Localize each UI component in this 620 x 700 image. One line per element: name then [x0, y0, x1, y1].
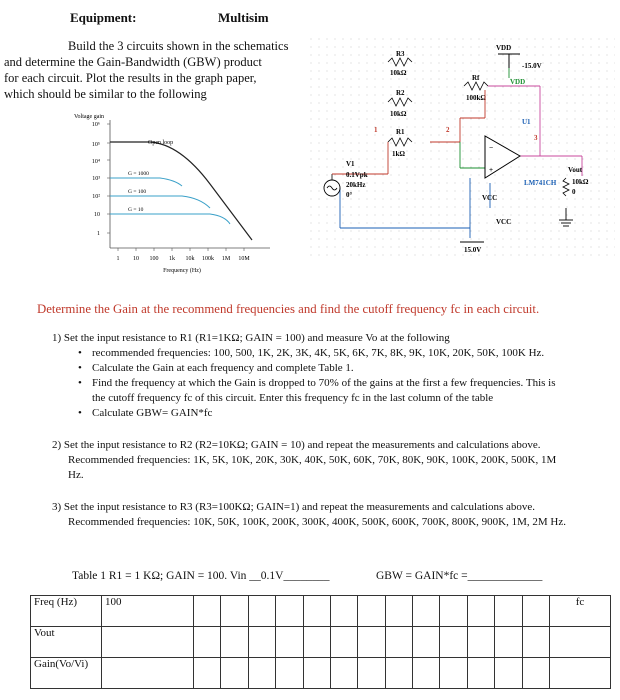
- graph-xtitle: Frequency (Hz): [163, 268, 201, 274]
- vcc-value: 15.0V: [464, 246, 482, 254]
- y-tick-label: 10⁶: [91, 122, 100, 128]
- y-tick-label: 10: [94, 212, 100, 218]
- vcc-label-2: VCC: [496, 218, 512, 226]
- opamp-plus: +: [489, 167, 494, 174]
- vout-label: Vout: [568, 166, 583, 174]
- y-tick-label: 10⁴: [91, 159, 100, 165]
- x-tick-label: 1k: [169, 256, 175, 262]
- step-3-frequencies: Recommended frequencies: 10K, 50K, 100K, 200K, 300K, 400K, 500K, 600K, 700K, 800K, 900K, 1M, 2M Hz.: [68, 516, 566, 528]
- table-row-gain: [31, 658, 611, 689]
- table-cell[interactable]: [358, 658, 385, 689]
- schematic-grid: [310, 38, 615, 260]
- node-1-label: 1: [374, 126, 378, 134]
- table-cell[interactable]: [495, 627, 522, 658]
- table-cell[interactable]: [303, 596, 330, 627]
- vdd-label: VDD: [496, 44, 512, 52]
- g1000-label: G = 1000: [128, 171, 149, 177]
- table-cell[interactable]: [413, 658, 440, 689]
- step-1-bullet-continuation: the cutoff frequency fc of this circuit. Enter this frequency fc in the last column of the table: [92, 392, 494, 404]
- x-tick-label: 100k: [202, 256, 214, 262]
- x-tick-label: 1M: [221, 256, 231, 262]
- step-1-bullet: • Calculate the Gain at each frequency and complete Table 1.: [78, 362, 354, 374]
- table-row-vout: [31, 627, 611, 658]
- y-tick-label: 10⁵: [91, 142, 100, 148]
- node-2-label: 2: [446, 126, 450, 134]
- r1-value: 1kΩ: [392, 150, 405, 158]
- table-cell[interactable]: [358, 627, 385, 658]
- opamp-minus: −: [489, 145, 494, 152]
- r3-label: R3: [396, 50, 405, 58]
- intro-line: Build the 3 circuits shown in the schematics: [68, 39, 289, 53]
- table-cell[interactable]: [413, 627, 440, 658]
- v1-label: V1: [346, 160, 355, 168]
- step-1-text: 1) Set the input resistance to R1 (R1=1KΩ; GAIN = 100) and measure Vo at the following: [52, 332, 450, 344]
- table-cell[interactable]: [385, 658, 412, 689]
- x-tick-label: 100: [149, 256, 159, 262]
- table-cell[interactable]: 100: [102, 596, 194, 627]
- table-cell[interactable]: [330, 596, 357, 627]
- r3-value: 10kΩ: [390, 69, 407, 77]
- vdd-right-label: VDD: [510, 78, 526, 86]
- table-cell[interactable]: [193, 658, 220, 689]
- table-cell[interactable]: [522, 627, 549, 658]
- table-cell[interactable]: [102, 627, 194, 658]
- table-cell[interactable]: [522, 658, 549, 689]
- node-0-label: 0: [572, 188, 576, 196]
- g100-curve: [110, 196, 210, 208]
- table-cell[interactable]: [440, 627, 467, 658]
- intro-paragraph: [4, 38, 304, 102]
- vcc-label-1: VCC: [482, 194, 498, 202]
- r1-label: R1: [396, 128, 405, 136]
- g10-curve: [110, 214, 230, 224]
- load-value: 10kΩ: [572, 178, 589, 186]
- table-cell[interactable]: [221, 627, 248, 658]
- table-cell[interactable]: [495, 596, 522, 627]
- opamp-schematic: [310, 38, 615, 260]
- step-2-frequencies-end: Hz.: [68, 469, 84, 481]
- node-3-label: 3: [534, 134, 538, 142]
- table-cell[interactable]: [276, 596, 303, 627]
- vout-header: Vout: [31, 627, 102, 658]
- table-cell[interactable]: [440, 658, 467, 689]
- table-cell[interactable]: [467, 658, 494, 689]
- gbw-formula: GBW = GAIN*fc =_____________: [376, 570, 543, 582]
- table-cell[interactable]: [193, 596, 220, 627]
- table-cell[interactable]: [248, 596, 275, 627]
- x-tick-label: 10M: [238, 256, 250, 262]
- step-3-text: 3) Set the input resistance to R3 (R3=100KΩ; GAIN=1) and repeat the measurements and calculations above.: [52, 501, 536, 513]
- table-cell[interactable]: [467, 596, 494, 627]
- x-tick-label: 10k: [185, 256, 195, 262]
- table-cell[interactable]: [102, 658, 194, 689]
- step-1-bullet: • Calculate GBW= GAIN*fc: [78, 407, 213, 419]
- g100-label: G = 100: [128, 189, 147, 195]
- table-cell[interactable]: [221, 658, 248, 689]
- fc-header: fc: [550, 596, 611, 627]
- section-heading: Determine the Gain at the recommend frequencies and find the cutoff frequency fc in each circuit.: [37, 302, 540, 316]
- equipment-label: Equipment:: [70, 10, 137, 25]
- table-cell[interactable]: [550, 627, 611, 658]
- bullet-text: Find the frequency at which the Gain is dropped to 70% of the gains at the first a few frequencies. This is: [92, 377, 556, 389]
- y-tick-label: 10³: [92, 176, 100, 182]
- table-cell[interactable]: [276, 627, 303, 658]
- x-tick-label: 10: [133, 256, 139, 262]
- table-cell[interactable]: [385, 627, 412, 658]
- intro-line: which should be similar to the following: [4, 87, 207, 101]
- r2-label: R2: [396, 89, 405, 97]
- bullet-text: Calculate the Gain at each frequency and complete Table 1.: [92, 362, 354, 374]
- table-cell[interactable]: [248, 627, 275, 658]
- table-row-freq: [31, 596, 611, 627]
- step-2-text: 2) Set the input resistance to R2 (R2=10KΩ; GAIN = 10) and repeat the measurements and calculations above.: [52, 439, 541, 451]
- bullet-text: Calculate GBW= GAIN*fc: [92, 407, 213, 419]
- table-cell[interactable]: [330, 658, 357, 689]
- opamp-part-label: LM741CH: [524, 179, 557, 187]
- table-cell[interactable]: [358, 596, 385, 627]
- rf-value: 100kΩ: [466, 94, 486, 102]
- vdd-value: -15.0V: [522, 62, 542, 70]
- table-cell[interactable]: [413, 596, 440, 627]
- intro-line: for each circuit. Plot the results in the graph paper,: [4, 71, 257, 85]
- g1000-curve: [110, 178, 182, 186]
- intro-line: and determine the Gain-Bandwidth (GBW) product: [4, 55, 262, 69]
- step-2-frequencies: Recommended frequencies: 1K, 5K, 10K, 20K, 30K, 40K, 50K, 60K, 70K, 80K, 90K, 100K, 200K, 500K, 1M: [68, 454, 557, 466]
- u1-label: U1: [522, 118, 531, 126]
- table-cell[interactable]: [495, 658, 522, 689]
- v1-amplitude: 0.1Vpk: [346, 171, 368, 179]
- table-cell[interactable]: [276, 658, 303, 689]
- table-cell[interactable]: [330, 627, 357, 658]
- open-loop-label: Open loop: [148, 140, 174, 146]
- table-cell[interactable]: [221, 596, 248, 627]
- gain-header: Gain(Vo/Vi): [31, 658, 102, 689]
- freq-header: Freq (Hz): [31, 596, 102, 627]
- y-tick-label: 1: [97, 231, 100, 237]
- step-1-bullet: • recommended frequencies: 100, 500, 1K, 2K, 3K, 4K, 5K, 6K, 7K, 8K, 9K, 10K, 20K, 50K, 100K Hz.: [78, 347, 545, 359]
- table-cell[interactable]: [440, 596, 467, 627]
- rf-label: Rf: [472, 74, 480, 82]
- software-label: Multisim: [218, 10, 269, 25]
- step-1-bullet: • Find the frequency at which the Gain is dropped to 70% of the gains at the first a few frequencies. This is: [78, 377, 556, 389]
- table-caption: Table 1 R1 = 1 KΩ; GAIN = 100. Vin __0.1V________: [72, 570, 330, 582]
- table-cell[interactable]: [385, 596, 412, 627]
- table-cell[interactable]: [550, 658, 611, 689]
- gain-bandwidth-graph: [70, 108, 310, 280]
- table-cell[interactable]: [467, 627, 494, 658]
- y-tick-label: 10²: [92, 194, 100, 200]
- table-cell[interactable]: [303, 658, 330, 689]
- r2-value: 10kΩ: [390, 110, 407, 118]
- v1-phase: 0°: [346, 191, 353, 199]
- graph-ylabel: Voltage gain: [74, 114, 105, 120]
- v1-frequency: 20kHz: [346, 181, 366, 189]
- table-cell[interactable]: [522, 596, 549, 627]
- table-cell[interactable]: [193, 627, 220, 658]
- x-tick-label: 1: [116, 256, 120, 262]
- g10-label: G = 10: [128, 207, 144, 213]
- table-cell[interactable]: [248, 658, 275, 689]
- table-cell[interactable]: [303, 627, 330, 658]
- bullet-text: recommended frequencies: 100, 500, 1K, 2K, 3K, 4K, 5K, 6K, 7K, 8K, 9K, 10K, 20K, 50K, 100K Hz.: [92, 347, 545, 359]
- data-table: [30, 595, 611, 689]
